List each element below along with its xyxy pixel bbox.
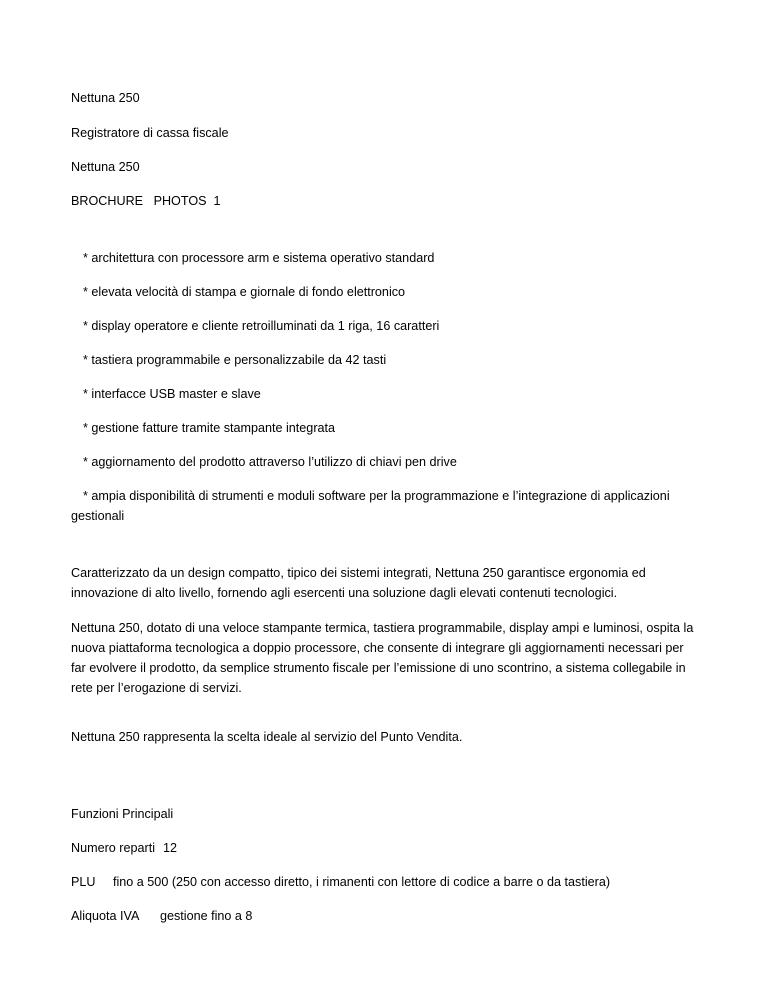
description-paragraph-1: Caratterizzato da un design compatto, tipico dei sistemi integrati, Nettuna 250 garantisce ergonomia ed innovazione di alto livello, fornendo agli esercenti una soluzione dagli elevati contenuti tecnologici. [71,566,646,600]
product-name-repeat: Nettuna 250 [71,160,140,174]
feature-item: * tastiera programmabile e personalizzabile da 42 tasti [83,353,387,367]
spec-value: fino a 500 (250 con accesso diretto, i rimanenti con lettore di codice a barre o da tastiera) [113,875,611,889]
feature-item: * aggiornamento del prodotto attraverso l’utilizzo di chiavi pen drive [83,455,457,469]
description-paragraph-2: Nettuna 250, dotato di una veloce stampante termica, tastiera programmabile, display ampi e luminosi, ospita la nuova piattaforma tecnologica a doppio processore, che consente di integrare gli aggiornamenti necessari per far evolvere il prodotto, da semplice strumento fiscale per l’emissione di uno scontrino, a sistema collegabile in rete per l’erogazione di servizi. [71,621,694,695]
product-title: Nettuna 250 [71,91,140,105]
feature-item: * interfacce USB master e slave [83,387,261,401]
spec-value: 12 [163,841,178,855]
specs-heading: Funzioni Principali [71,807,174,821]
product-subtitle: Registratore di cassa fiscale [71,126,229,140]
brochure-photos-line: BROCHURE PHOTOS 1 [71,194,221,208]
spec-label: Numero reparti [71,841,155,855]
feature-item: * display operatore e cliente retroilluminati da 1 riga, 16 caratteri [83,319,440,333]
feature-item: * elevata velocità di stampa e giornale di fondo elettronico [83,285,406,299]
spec-label: Aliquota IVA [71,909,140,923]
feature-item: * gestione fatture tramite stampante integrata [83,421,336,435]
feature-item: * architettura con processore arm e sistema operativo standard [83,251,435,265]
feature-item: * ampia disponibilità di strumenti e moduli software per la programmazione e l’integrazione di applicazioni gestionali [71,489,670,523]
spec-value: gestione fino a 8 [160,909,253,923]
description-paragraph-3: Nettuna 250 rappresenta la scelta ideale al servizio del Punto Vendita. [71,730,463,744]
spec-label: PLU [71,875,96,889]
